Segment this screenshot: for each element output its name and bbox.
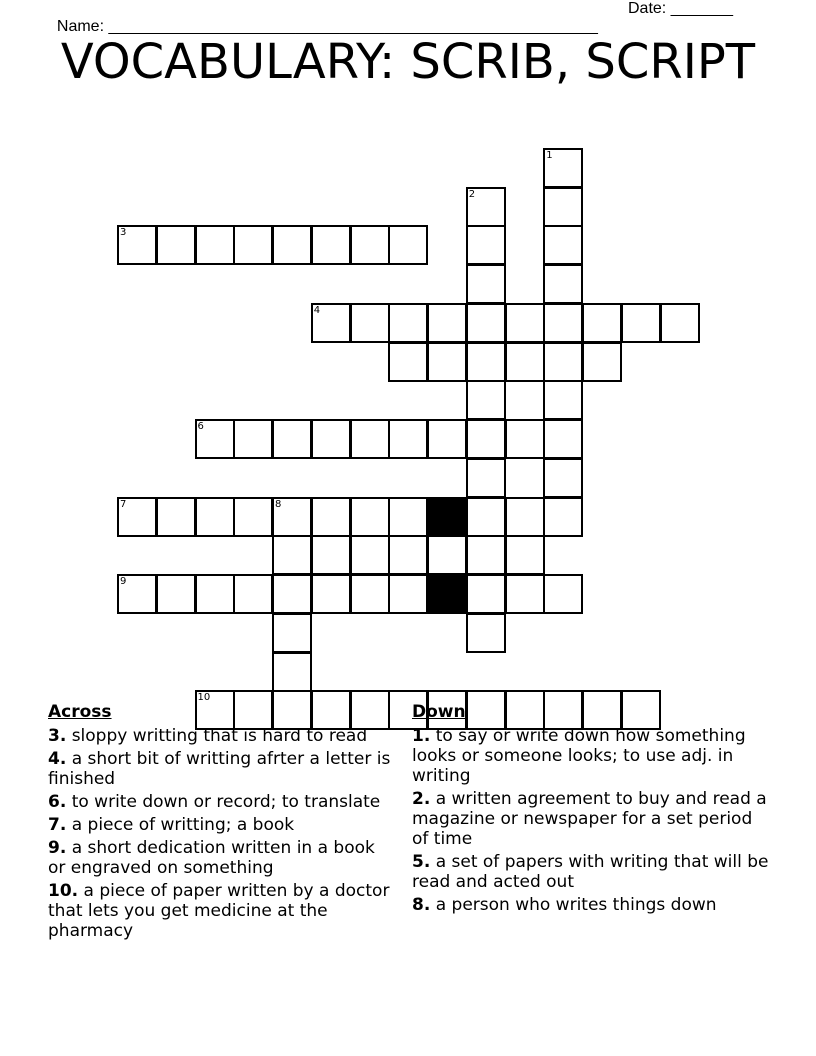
clue-number: 3 <box>120 227 127 239</box>
crossword-cell[interactable] <box>388 303 428 343</box>
clue-item-text: a short bit of writting afrter a letter is finished <box>48 749 391 789</box>
clue-item <box>48 815 393 835</box>
down-clue-list <box>412 726 772 915</box>
crossword-cell[interactable] <box>388 574 428 614</box>
clue-number: 6 <box>197 421 204 432</box>
crossword-cell[interactable] <box>388 419 428 459</box>
clue-item-text: to say or write down how something looks or someone looks; to use adj. in writing <box>412 726 746 786</box>
crossword-cell[interactable] <box>350 574 390 614</box>
page-title: VOCABULARY: SCRIB, SCRIPT <box>60 34 756 90</box>
crossword-cell[interactable] <box>388 497 428 537</box>
crossword-cell[interactable] <box>311 303 351 343</box>
clue-number: 2 <box>468 188 476 200</box>
crossword-cell[interactable] <box>195 419 235 459</box>
clue-item-text: to write down or record; to translate <box>66 792 381 812</box>
clue-number: 7 <box>120 498 127 510</box>
black-cell <box>427 574 467 614</box>
crossword-cell[interactable] <box>233 574 273 614</box>
clue-item <box>412 789 772 849</box>
crossword-cell[interactable] <box>117 574 157 614</box>
crossword-cell[interactable] <box>388 342 428 382</box>
clue-number: 8 <box>275 498 282 510</box>
crossword-cell[interactable] <box>311 535 351 575</box>
crossword-cell[interactable] <box>505 497 545 537</box>
crossword-cell[interactable] <box>311 225 351 265</box>
crossword-cell[interactable] <box>156 225 196 265</box>
crossword-cell[interactable] <box>272 652 312 692</box>
crossword-cell[interactable] <box>466 264 506 304</box>
crossword-cell[interactable] <box>505 342 545 382</box>
clue-item-number: 2. <box>412 789 431 809</box>
crossword-cell[interactable] <box>466 419 506 459</box>
clue-item <box>48 838 393 878</box>
crossword-cell[interactable] <box>156 497 196 537</box>
clue-item <box>48 749 393 789</box>
clue-number: 9 <box>120 576 127 587</box>
crossword-cell[interactable] <box>466 574 506 614</box>
crossword-cell[interactable] <box>466 458 506 498</box>
clue-item-number: 4. <box>48 749 67 769</box>
clue-item-number: 9. <box>48 838 67 858</box>
clue-number: 4 <box>313 304 321 316</box>
crossword-cell[interactable] <box>466 303 506 343</box>
clue-item-number: 6. <box>48 792 67 812</box>
name-field[interactable]: Name: _______________________________________________________ <box>56 18 598 35</box>
clue-number: 1 <box>546 149 553 161</box>
crossword-cell[interactable] <box>233 225 273 265</box>
crossword-cell[interactable] <box>466 497 506 537</box>
clue-item-text: sloppy writting that is hard to read <box>66 726 368 746</box>
crossword-cell[interactable] <box>427 535 467 575</box>
crossword-cell[interactable] <box>272 225 312 265</box>
crossword-cell[interactable] <box>233 497 273 537</box>
clue-item-text: a short dedication written in a book or engraved on something <box>48 838 375 878</box>
crossword-cell[interactable] <box>543 148 583 188</box>
clue-item-text: a piece of paper written by a doctor that lets you get medicine at the pharmacy <box>48 881 390 941</box>
black-cell <box>427 497 467 537</box>
crossword-cell[interactable] <box>311 497 351 537</box>
date-field[interactable]: Date: _______ <box>628 0 733 17</box>
clue-item <box>48 792 393 812</box>
crossword-cell[interactable] <box>543 225 583 265</box>
crossword-cell[interactable] <box>543 458 583 498</box>
crossword-cell[interactable] <box>233 419 273 459</box>
crossword-cell[interactable] <box>543 497 583 537</box>
crossword-cell[interactable] <box>272 497 312 537</box>
clue-item <box>412 726 772 786</box>
crossword-cell[interactable] <box>466 187 506 227</box>
across-clues <box>48 702 393 944</box>
crossword-cell[interactable] <box>427 419 467 459</box>
clue-item-number: 8. <box>412 895 431 915</box>
crossword-cell[interactable] <box>195 225 235 265</box>
crossword-cell[interactable] <box>543 303 583 343</box>
crossword-cell[interactable] <box>582 303 622 343</box>
crossword-cell[interactable] <box>466 342 506 382</box>
crossword-cell[interactable] <box>543 419 583 459</box>
clue-item-number: 5. <box>412 852 431 872</box>
crossword-cell[interactable] <box>350 497 390 537</box>
clue-item <box>48 881 393 941</box>
clue-item-number: 10. <box>48 881 79 901</box>
crossword-cell[interactable] <box>388 225 428 265</box>
crossword-cell[interactable] <box>582 342 622 382</box>
crossword-cell[interactable] <box>311 419 351 459</box>
clue-item-text: a written agreement to buy and read a magazine or newspaper for a set period of time <box>412 789 767 849</box>
crossword-cell[interactable] <box>543 264 583 304</box>
down-heading: Down <box>412 702 466 722</box>
crossword-cell[interactable] <box>505 419 545 459</box>
crossword-cell[interactable] <box>195 574 235 614</box>
crossword-cell[interactable] <box>311 574 351 614</box>
crossword-cell[interactable] <box>505 303 545 343</box>
crossword-cell[interactable] <box>195 497 235 537</box>
clue-item <box>412 895 772 915</box>
crossword-cell[interactable] <box>621 303 661 343</box>
clue-item <box>412 852 772 892</box>
crossword-cell[interactable] <box>543 187 583 227</box>
crossword-cell[interactable] <box>505 535 545 575</box>
crossword-cell[interactable] <box>350 535 390 575</box>
down-clues <box>412 702 772 918</box>
crossword-cell[interactable] <box>543 574 583 614</box>
crossword-cell[interactable] <box>543 342 583 382</box>
crossword-cell[interactable] <box>505 574 545 614</box>
across-clue-list <box>48 726 393 941</box>
clue-item-text: a person who writes things down <box>430 895 717 915</box>
across-heading: Across <box>48 702 112 722</box>
header <box>48 0 748 35</box>
crossword-cell[interactable] <box>543 380 583 420</box>
clue-item-number: 7. <box>48 815 67 835</box>
crossword-cell[interactable] <box>272 535 312 575</box>
crossword-cell[interactable] <box>272 574 312 614</box>
crossword-cell[interactable] <box>466 613 506 653</box>
crossword-cell[interactable] <box>660 303 700 343</box>
crossword-cell[interactable] <box>350 225 390 265</box>
crossword-cell[interactable] <box>388 535 428 575</box>
clue-item-number: 1. <box>412 726 431 746</box>
crossword-cell[interactable] <box>272 419 312 459</box>
clue-item <box>48 726 393 746</box>
crossword-cell[interactable] <box>272 613 312 653</box>
crossword-cell[interactable] <box>427 342 467 382</box>
crossword-cell[interactable] <box>466 380 506 420</box>
clue-item-text: a piece of writting; a book <box>66 815 295 835</box>
crossword-cell[interactable] <box>466 535 506 575</box>
crossword-cell[interactable] <box>427 303 467 343</box>
crossword-cell[interactable] <box>350 419 390 459</box>
clue-item-text: a set of papers with writing that will be read and acted out <box>412 852 769 892</box>
clue-item-number: 3. <box>48 726 67 746</box>
crossword-cell[interactable] <box>466 225 506 265</box>
clue-number: 10 <box>197 692 211 704</box>
crossword-cell[interactable] <box>117 225 157 265</box>
crossword-cell[interactable] <box>350 303 390 343</box>
crossword-cell[interactable] <box>156 574 196 614</box>
crossword-cell[interactable] <box>117 497 157 537</box>
